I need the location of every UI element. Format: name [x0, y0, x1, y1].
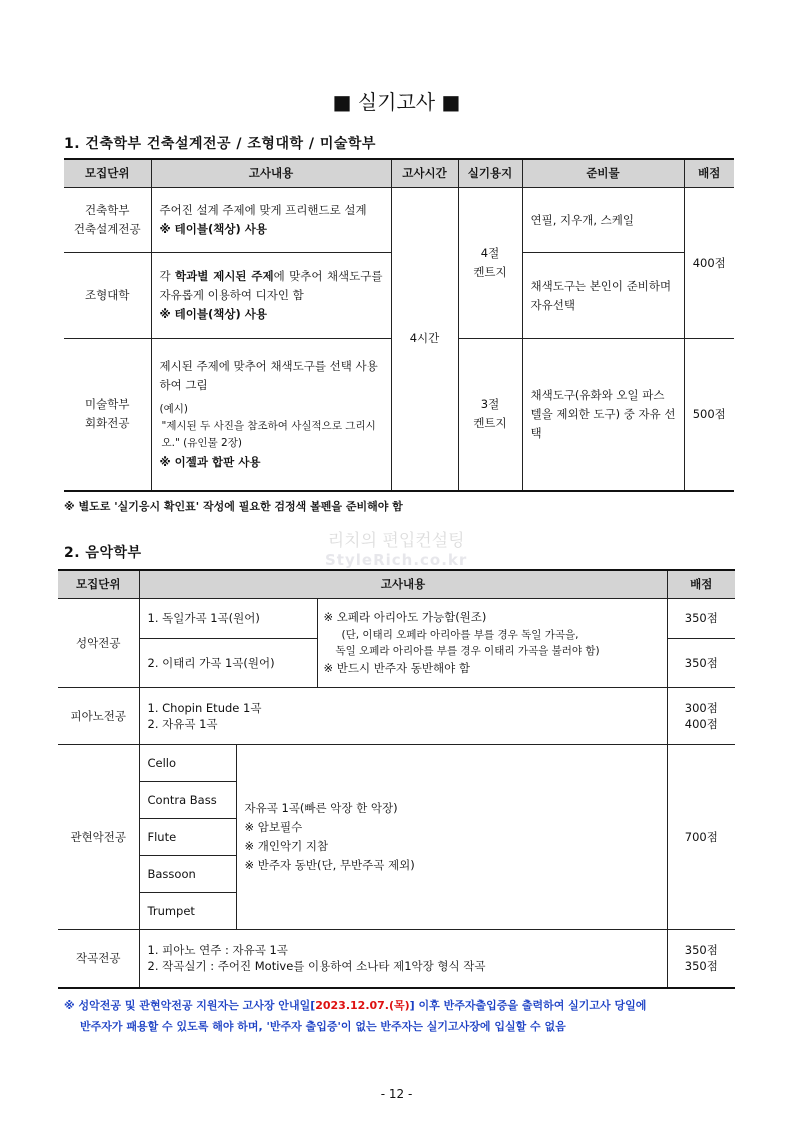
- table-row: [64, 188, 734, 253]
- content-item: ※ 암보필수: [244, 820, 303, 835]
- content-note: ※ 테이블(책상) 사용: [159, 222, 267, 236]
- content-item: 자유곡 1곡(빠른 악장 한 악장): [244, 801, 398, 816]
- content-item: 2. 자유곡 1곡: [147, 717, 218, 731]
- instrument-cell: Flute: [139, 819, 236, 856]
- content-text: 주어진 설계 주제에 맞게 프리핸드로 설계: [159, 203, 367, 218]
- content-text: [160, 267, 383, 305]
- content-note: ※ 이젤과 합판 사용: [159, 454, 261, 469]
- content-cell: [139, 930, 667, 988]
- unit-line: 조형대학: [85, 288, 130, 303]
- footnote-date: 2023.12.07.(목): [315, 999, 410, 1012]
- unit-cell: 관현악전공: [58, 745, 139, 930]
- content-cell: [151, 188, 391, 253]
- col-header-content: 고사내용: [139, 570, 667, 599]
- score-cell: [667, 930, 735, 988]
- footnote-line2: 반주자가 패용할 수 있도록 해야 하며, '반주자 출입증'이 없는 반주자는 실기고사장에 입실할 수 없음: [80, 1019, 566, 1033]
- watermark-line1: 리치의 편입컨설팅: [327, 531, 465, 551]
- materials-cell: 채색도구(유화와 오일 파스텔을 제외한 도구) 중 자유 선택: [522, 339, 684, 491]
- col-header-paper: 실기용지: [458, 159, 522, 188]
- vocal-notes-cell: [317, 599, 667, 688]
- vocal-note: ※ 오페라 아리아도 가능함(원조): [323, 609, 487, 624]
- materials-cell: 연필, 지우개, 스케일: [522, 188, 684, 253]
- content-item: 2. 작곡실기 : 주어진 Motive를 이용하여 소나타 제1악장 형식 작곡: [147, 959, 486, 974]
- art-exam-table: [64, 158, 734, 492]
- unit-cell: [64, 253, 151, 339]
- content-cell: [151, 253, 391, 339]
- table-header-row: [58, 570, 735, 599]
- materials-cell: 채색도구는 본인이 준비하며 자유선택: [522, 253, 684, 339]
- content-pre: 각: [159, 269, 176, 284]
- content-item: ※ 반주자 동반(단, 무반주곡 제외): [244, 857, 415, 872]
- footnote-prefix: ※ 성악전공 및 관현악전공 지원자는 고사장 안내일[: [64, 999, 316, 1012]
- section2-footnote: [64, 996, 744, 1038]
- content-cell: [151, 339, 391, 491]
- paper-type: 켄트지: [473, 416, 507, 431]
- instrument-cell: Contra Bass: [139, 782, 236, 819]
- col-header-time: 고사시간: [391, 159, 458, 188]
- score-value: 400점: [684, 717, 718, 731]
- content-item: ※ 개인악기 지참: [244, 839, 329, 853]
- unit-line: 미술학부: [85, 397, 130, 412]
- score-value: 300점: [684, 700, 718, 715]
- watermark: [325, 531, 467, 569]
- col-header-unit: 모집단위: [58, 570, 139, 599]
- section1-footnote: ※ 별도로 '실기응시 확인표' 작성에 필요한 검정색 볼펜을 준비해야 함: [64, 500, 403, 513]
- time-cell: 4시간: [391, 188, 458, 491]
- table-row: [58, 745, 735, 782]
- vocal-note-sub: 독일 오페라 아리아를 부를 경우 이태리 가곡을 불러야 함): [335, 645, 600, 657]
- score-cell: 350점: [667, 599, 735, 639]
- unit-cell: [64, 339, 151, 491]
- content-item: 1. 피아노 연주 : 자유곡 1곡: [147, 943, 288, 958]
- col-header-unit: 모집단위: [64, 159, 151, 188]
- table-header-row: [64, 159, 734, 188]
- vocal-note: ※ 반드시 반주자 동반해야 함: [323, 661, 470, 676]
- paper-size: 4절: [480, 246, 500, 261]
- col-header-materials: 준비물: [522, 159, 684, 188]
- example-label: (예시): [159, 402, 188, 415]
- score-value: 350점: [684, 943, 718, 958]
- score-value: 350점: [684, 959, 718, 974]
- orchestra-content-cell: [236, 745, 667, 930]
- unit-cell: 작곡전공: [58, 930, 139, 988]
- section1-title: 1. 건축학부 건축설계전공 / 조형대학 / 미술학부: [64, 136, 376, 152]
- col-header-score: 배점: [684, 159, 734, 188]
- section2-title: 2. 음악학부: [64, 545, 142, 561]
- table-row: [58, 930, 735, 988]
- content-text: 제시된 주제에 맞추어 채색도구를 선택 사용하여 그림: [159, 358, 378, 392]
- content-item: 2. 이태리 가곡 1곡(원어): [139, 639, 317, 688]
- content-cell: [139, 688, 667, 745]
- content-item: 1. 독일가곡 1곡(원어): [139, 599, 317, 639]
- paper-size: 3절: [480, 397, 500, 412]
- page-number: - 12 -: [380, 1087, 413, 1101]
- instrument-cell: Bassoon: [139, 856, 236, 893]
- content-item: 1. Chopin Etude 1곡: [147, 700, 262, 715]
- table-row: [58, 688, 735, 745]
- score-cell: 700점: [667, 745, 735, 930]
- score-cell: 500점: [684, 339, 734, 491]
- page-title: ■ 실기고사 ■: [332, 90, 461, 114]
- table-row: [58, 599, 735, 639]
- content-post: 에 맞추어 채색도구를 자유롭게 이용하여 디자인 함: [159, 269, 383, 303]
- unit-cell: 성악전공: [58, 599, 139, 688]
- content-note: ※ 테이블(책상) 사용: [159, 306, 267, 321]
- instrument-cell: Trumpet: [139, 893, 236, 930]
- score-cell: 350점: [667, 639, 735, 688]
- example-text: "제시된 두 사진을 참조하여 사실적으로 그리시오." (유인물 2장): [161, 420, 376, 450]
- footnote-suffix: ] 이후 반주자출입증을 출력하여 실기고사 당일에: [409, 999, 647, 1012]
- unit-cell: [64, 188, 151, 253]
- unit-line: 건축설계전공: [73, 222, 141, 236]
- col-header-score: 배점: [667, 570, 735, 599]
- footnote-line1: [64, 996, 744, 1017]
- paper-cell: [458, 188, 522, 339]
- paper-type: 켄트지: [473, 265, 507, 279]
- unit-line: 회화전공: [85, 416, 130, 431]
- vocal-note-sub: (단, 이태리 오페라 아리아를 부를 경우 독일 가곡을,: [341, 628, 579, 641]
- score-cell: 400점: [684, 188, 734, 339]
- col-header-content: 고사내용: [151, 159, 391, 188]
- music-exam-table: [58, 569, 735, 989]
- paper-cell: [458, 339, 522, 491]
- score-cell: [667, 688, 735, 745]
- unit-cell: 피아노전공: [58, 688, 139, 745]
- unit-line: 건축학부: [85, 203, 130, 218]
- instrument-cell: Cello: [139, 745, 236, 782]
- content-emphasis: 학과별 제시된 주제: [175, 269, 274, 284]
- watermark-line2: StyleRich.co.kr: [325, 551, 468, 570]
